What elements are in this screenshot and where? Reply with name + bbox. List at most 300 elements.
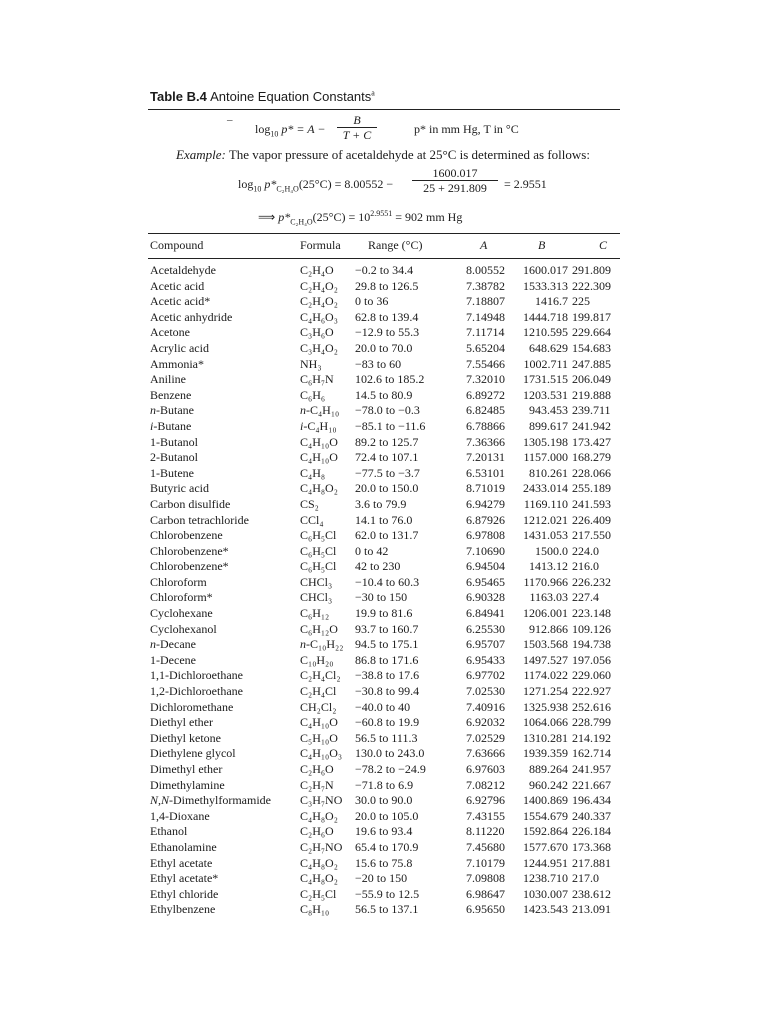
compound-cell: Acrylic acid bbox=[150, 340, 209, 355]
compound-cell: Dichloromethane bbox=[150, 699, 234, 714]
b-cell: 1731.515 bbox=[523, 372, 568, 387]
a-cell: 6.84941 bbox=[466, 606, 505, 621]
formula-cell: C₄H₈O₂ bbox=[300, 855, 338, 870]
range-cell: 0 to 42 bbox=[355, 543, 389, 558]
example-lhs: $\log_{10} p*_{C_2H_4O}(25^\circ C) = 8.00552$ − bbox=[238, 177, 394, 194]
table-name: Antoine Equation Constants bbox=[210, 89, 372, 104]
c-cell: 224.0 bbox=[572, 543, 599, 558]
range-cell: 19.9 to 81.6 bbox=[355, 606, 413, 621]
table-number: Table B.4 bbox=[150, 89, 207, 104]
formula-cell: C₄H₁₀O₃ bbox=[300, 746, 343, 761]
a-cell: 6.92032 bbox=[466, 715, 505, 730]
compound-cell: 1,4-Dioxane bbox=[150, 808, 210, 823]
table-row bbox=[0, 762, 768, 778]
compound-cell: Acetone bbox=[150, 325, 190, 340]
implies-arrow: ⟹ bbox=[258, 210, 276, 224]
compound-cell: Butyric acid bbox=[150, 481, 209, 496]
c-cell: 197.056 bbox=[572, 652, 611, 667]
c-cell: 194.738 bbox=[572, 637, 611, 652]
b-cell: 960.242 bbox=[529, 777, 568, 792]
a-cell: 6.94504 bbox=[466, 559, 505, 574]
a-cell: 7.11714 bbox=[466, 325, 505, 340]
compound-cell: Chloroform bbox=[150, 574, 207, 589]
b-cell: 1238.710 bbox=[523, 871, 568, 886]
range-cell: 86.8 to 171.6 bbox=[355, 652, 419, 667]
c-cell: 199.817 bbox=[572, 309, 611, 324]
title-footnote-mark: a bbox=[371, 88, 375, 98]
a-cell: 7.20131 bbox=[466, 450, 505, 465]
equation-fraction: $\frac{B}{T + C}$ bbox=[337, 113, 377, 143]
range-cell: 0 to 36 bbox=[355, 294, 389, 309]
table-row bbox=[0, 435, 768, 451]
table-row bbox=[0, 606, 768, 622]
b-cell: 1503.568 bbox=[523, 637, 568, 652]
b-cell: 1939.359 bbox=[523, 746, 568, 761]
table-row bbox=[0, 731, 768, 747]
table-row bbox=[0, 372, 768, 388]
table-row bbox=[0, 809, 768, 825]
b-cell: 810.261 bbox=[529, 465, 568, 480]
c-cell: 255.189 bbox=[572, 481, 611, 496]
table-row bbox=[0, 310, 768, 326]
table-title bbox=[150, 89, 375, 105]
range-cell: −60.8 to 19.9 bbox=[355, 715, 420, 730]
range-cell: 15.6 to 75.8 bbox=[355, 855, 413, 870]
formula-cell: C₄H₈O₂ bbox=[300, 808, 338, 823]
formula-cell: C₄H₈O₂ bbox=[300, 481, 338, 496]
a-cell: 6.95433 bbox=[466, 652, 505, 667]
formula-cell: CHCl₃ bbox=[300, 574, 333, 589]
table-row bbox=[0, 450, 768, 466]
compound-cell: Chlorobenzene* bbox=[150, 543, 229, 558]
c-cell: 225 bbox=[572, 294, 590, 309]
c-cell: 228.066 bbox=[572, 465, 611, 480]
compound-cell: n-Butane bbox=[150, 403, 194, 418]
a-cell: 7.40916 bbox=[466, 699, 505, 714]
compound-cell: Aniline bbox=[150, 372, 186, 387]
compound-cell: Ethylbenzene bbox=[150, 902, 216, 917]
b-cell: 1163.03 bbox=[529, 590, 568, 605]
range-cell: 29.8 to 126.5 bbox=[355, 278, 419, 293]
formula-cell: CHCl₃ bbox=[300, 590, 333, 605]
compound-cell: 1,1-Dichloroethane bbox=[150, 668, 243, 683]
b-cell: 1002.711 bbox=[523, 356, 568, 371]
formula-cell: C₆H₅Cl bbox=[300, 543, 337, 558]
a-cell: 6.92796 bbox=[466, 793, 505, 808]
b-cell: 1244.951 bbox=[523, 855, 568, 870]
a-cell: 7.02529 bbox=[466, 730, 505, 745]
table-row bbox=[0, 684, 768, 700]
c-cell: 240.337 bbox=[572, 808, 611, 823]
range-cell: −78.0 to −0.3 bbox=[355, 403, 420, 418]
range-cell: 20.0 to 70.0 bbox=[355, 340, 413, 355]
b-cell: 1212.021 bbox=[523, 512, 568, 527]
formula-cell: NH₃ bbox=[300, 356, 322, 371]
a-cell: 8.71019 bbox=[466, 481, 505, 496]
b-cell: 899.617 bbox=[529, 418, 568, 433]
compound-cell: Benzene bbox=[150, 387, 192, 402]
c-cell: 247.885 bbox=[572, 356, 611, 371]
range-cell: −12.9 to 55.3 bbox=[355, 325, 420, 340]
c-cell: 223.148 bbox=[572, 606, 611, 621]
header-top-rule bbox=[148, 233, 620, 234]
formula-cell: CH₂Cl₂ bbox=[300, 699, 337, 714]
c-cell: 222.927 bbox=[572, 684, 611, 699]
c-cell: 241.942 bbox=[572, 418, 611, 433]
c-cell: 219.888 bbox=[572, 387, 611, 402]
compound-cell: 1-Butene bbox=[150, 465, 194, 480]
range-cell: 65.4 to 170.9 bbox=[355, 839, 419, 854]
antoine-equation bbox=[255, 113, 655, 149]
c-cell: 214.192 bbox=[572, 730, 611, 745]
compound-cell: Dimethylamine bbox=[150, 777, 225, 792]
c-cell: 226.184 bbox=[572, 824, 611, 839]
formula-cell: C₄H₆O₃ bbox=[300, 309, 338, 324]
range-cell: 30.0 to 90.0 bbox=[355, 793, 413, 808]
table-row bbox=[0, 263, 768, 279]
range-cell: −0.2 to 34.4 bbox=[355, 263, 414, 277]
a-cell: 8.00552 bbox=[466, 263, 505, 277]
compound-cell: Acetaldehyde bbox=[150, 263, 216, 277]
b-cell: 1305.198 bbox=[523, 434, 568, 449]
a-cell: 7.02530 bbox=[466, 684, 505, 699]
table-row bbox=[0, 590, 768, 606]
example-intro: Example: The vapor pressure of acetaldehyde at 25°C is determined as follows: bbox=[176, 147, 590, 162]
formula-cell: C₂H₆O bbox=[300, 762, 334, 776]
formula-cell: n-C₄H₁₀ bbox=[300, 403, 340, 418]
formula-cell: i-C₄H₁₀ bbox=[300, 418, 337, 433]
b-cell: 943.453 bbox=[529, 403, 568, 418]
c-cell: 238.612 bbox=[572, 886, 611, 901]
table-row bbox=[0, 622, 768, 638]
formula-cell: C₆H₁₂ bbox=[300, 606, 330, 621]
table-row bbox=[0, 746, 768, 762]
c-cell: 226.232 bbox=[572, 574, 611, 589]
c-cell: 154.683 bbox=[572, 340, 611, 355]
range-cell: −20 to 150 bbox=[355, 871, 408, 886]
formula-cell: C₂H₄Cl bbox=[300, 684, 337, 699]
b-cell: 1325.938 bbox=[523, 699, 568, 714]
example-result: = 2.9551 bbox=[504, 177, 547, 191]
compound-cell: Diethylene glycol bbox=[150, 746, 236, 761]
b-cell: 1169.110 bbox=[523, 496, 568, 511]
table-row bbox=[0, 559, 768, 575]
table-row bbox=[0, 388, 768, 404]
formula-cell: C₄H₈O₂ bbox=[300, 871, 338, 886]
range-cell: 3.6 to 79.9 bbox=[355, 496, 407, 511]
b-cell: 1423.543 bbox=[523, 902, 568, 917]
compound-cell: 1-Decene bbox=[150, 652, 196, 667]
c-cell: 217.0 bbox=[572, 871, 599, 886]
b-cell: 1577.670 bbox=[523, 839, 568, 854]
a-cell: 7.32010 bbox=[466, 372, 505, 387]
compound-cell: Acetic anhydride bbox=[150, 309, 233, 324]
formula-cell: C₁₀H₂₀ bbox=[300, 652, 334, 667]
formula-cell: C₄H₁₀O bbox=[300, 715, 338, 730]
formula-cell: C₂H₄O₂ bbox=[300, 278, 338, 293]
c-cell: 173.368 bbox=[572, 839, 611, 854]
c-cell: 241.593 bbox=[572, 496, 611, 511]
range-cell: −83 to 60 bbox=[355, 356, 402, 371]
b-cell: 1497.527 bbox=[523, 652, 568, 667]
a-cell: 6.95465 bbox=[466, 574, 505, 589]
range-cell: 56.5 to 111.3 bbox=[355, 730, 418, 745]
compound-cell: Chlorobenzene* bbox=[150, 559, 229, 574]
table-row bbox=[0, 840, 768, 856]
range-cell: 93.7 to 160.7 bbox=[355, 621, 419, 636]
header-formula: Formula bbox=[300, 238, 341, 252]
stray-mark: – bbox=[227, 114, 233, 126]
b-cell: 1206.001 bbox=[523, 606, 568, 621]
header-range: Range (°C) bbox=[368, 238, 423, 252]
a-cell: 6.97702 bbox=[466, 668, 505, 683]
table-row bbox=[0, 325, 768, 341]
header-a: A bbox=[480, 238, 488, 252]
c-cell: 213.091 bbox=[572, 902, 611, 917]
compound-cell: N,N-Dimethylformamide bbox=[150, 793, 271, 808]
c-cell: 196.434 bbox=[572, 793, 611, 808]
range-cell: 72.4 to 107.1 bbox=[355, 450, 419, 465]
c-cell: 168.279 bbox=[572, 450, 611, 465]
b-cell: 1533.313 bbox=[523, 278, 568, 293]
formula-cell: C₆H₅Cl bbox=[300, 559, 337, 574]
a-cell: 7.63666 bbox=[466, 746, 505, 761]
formula-cell: C₂H₅Cl bbox=[300, 886, 337, 901]
formula-cell: C₅H₁₀O bbox=[300, 730, 338, 745]
c-cell: 252.616 bbox=[572, 699, 611, 714]
b-cell: 1431.053 bbox=[523, 528, 568, 543]
compound-cell: 2-Butanol bbox=[150, 450, 198, 465]
formula-cell: C₆H₅Cl bbox=[300, 528, 337, 543]
formula-cell: C₃H₆O bbox=[300, 325, 334, 340]
table-row bbox=[0, 824, 768, 840]
a-cell: 6.97603 bbox=[466, 762, 505, 776]
table-row bbox=[0, 481, 768, 497]
b-cell: 1174.022 bbox=[523, 668, 568, 683]
header-b: B bbox=[538, 238, 546, 252]
a-cell: 7.43155 bbox=[466, 808, 505, 823]
b-cell: 1592.864 bbox=[523, 824, 568, 839]
b-cell: 1554.679 bbox=[523, 808, 568, 823]
b-cell: 1271.254 bbox=[523, 684, 568, 699]
formula-cell: C₄H₁₀O bbox=[300, 450, 338, 465]
formula-cell: C₃H₇NO bbox=[300, 793, 343, 808]
table-row bbox=[0, 856, 768, 872]
formula-cell: C₄H₈ bbox=[300, 465, 326, 480]
b-cell: 889.264 bbox=[529, 762, 568, 776]
c-cell: 229.664 bbox=[572, 325, 611, 340]
c-cell: 226.409 bbox=[572, 512, 611, 527]
range-cell: −40.0 to 40 bbox=[355, 699, 411, 714]
a-cell: 6.95707 bbox=[466, 637, 505, 652]
c-cell: 162.714 bbox=[572, 746, 611, 761]
a-cell: 7.18807 bbox=[466, 294, 505, 309]
range-cell: 62.0 to 131.7 bbox=[355, 528, 419, 543]
compound-cell: Chlorobenzene bbox=[150, 528, 223, 543]
a-cell: 7.10179 bbox=[466, 855, 505, 870]
range-cell: 14.1 to 76.0 bbox=[355, 512, 413, 527]
c-cell: 206.049 bbox=[572, 372, 611, 387]
b-cell: 1210.595 bbox=[523, 325, 568, 340]
formula-cell: C₂H₄O bbox=[300, 263, 334, 277]
b-cell: 648.629 bbox=[529, 340, 568, 355]
compound-cell: Ethyl chloride bbox=[150, 886, 219, 901]
c-cell: 217.550 bbox=[572, 528, 611, 543]
c-cell: 229.060 bbox=[572, 668, 611, 683]
compound-cell: Acetic acid* bbox=[150, 294, 211, 309]
range-cell: 102.6 to 185.2 bbox=[355, 372, 425, 387]
b-cell: 1500.0 bbox=[535, 543, 568, 558]
table-row bbox=[0, 279, 768, 295]
a-cell: 6.90328 bbox=[466, 590, 505, 605]
table-row bbox=[0, 637, 768, 653]
c-cell: 228.799 bbox=[572, 715, 611, 730]
table-row bbox=[0, 513, 768, 529]
range-cell: −30.8 to 99.4 bbox=[355, 684, 420, 699]
range-cell: 62.8 to 139.4 bbox=[355, 309, 419, 324]
a-cell: 6.94279 bbox=[466, 496, 505, 511]
a-cell: 6.53101 bbox=[466, 465, 505, 480]
formula-cell: C₄H₁₀O bbox=[300, 434, 338, 449]
range-cell: −30 to 150 bbox=[355, 590, 408, 605]
range-cell: −78.2 to −24.9 bbox=[355, 762, 426, 776]
b-cell: 1600.017 bbox=[523, 263, 568, 277]
c-cell: 217.881 bbox=[572, 855, 611, 870]
range-cell: 130.0 to 243.0 bbox=[355, 746, 425, 761]
a-cell: 6.89272 bbox=[466, 387, 505, 402]
table-row bbox=[0, 466, 768, 482]
c-cell: 109.126 bbox=[572, 621, 611, 636]
table-row bbox=[0, 653, 768, 669]
table-row bbox=[0, 419, 768, 435]
c-cell: 216.0 bbox=[572, 559, 599, 574]
a-cell: 7.38782 bbox=[466, 278, 505, 293]
a-cell: 5.65204 bbox=[466, 340, 505, 355]
range-cell: −10.4 to 60.3 bbox=[355, 574, 420, 589]
b-cell: 1416.7 bbox=[535, 294, 568, 309]
table-row bbox=[0, 668, 768, 684]
a-cell: 6.78866 bbox=[466, 418, 505, 433]
c-cell: 227.4 bbox=[572, 590, 599, 605]
c-cell: 221.667 bbox=[572, 777, 611, 792]
range-cell: −38.8 to 17.6 bbox=[355, 668, 420, 683]
compound-cell: Ethyl acetate bbox=[150, 855, 213, 870]
formula-cell: C₂H₇NO bbox=[300, 839, 343, 854]
a-cell: 7.36366 bbox=[466, 434, 505, 449]
equation-lhs: $\log_{10} p* = A$ − bbox=[255, 122, 326, 139]
table-row bbox=[0, 887, 768, 903]
table-row bbox=[0, 528, 768, 544]
a-cell: 7.10690 bbox=[466, 543, 505, 558]
table-row bbox=[0, 341, 768, 357]
equation-units: p* in mm Hg, T in °C bbox=[414, 122, 519, 136]
compound-cell: Diethyl ketone bbox=[150, 730, 221, 745]
formula-cell: C₃H₄O₂ bbox=[300, 340, 338, 355]
b-cell: 1400.869 bbox=[523, 793, 568, 808]
compound-cell: n-Decane bbox=[150, 637, 196, 652]
a-cell: 7.55466 bbox=[466, 356, 505, 371]
compound-cell: Chloroform* bbox=[150, 590, 213, 605]
compound-cell: Diethyl ether bbox=[150, 715, 213, 730]
compound-cell: Cyclohexanol bbox=[150, 621, 217, 636]
a-cell: 6.98647 bbox=[466, 886, 505, 901]
c-cell: 241.957 bbox=[572, 762, 611, 776]
a-cell: 7.14948 bbox=[466, 309, 505, 324]
formula-cell: CS₂ bbox=[300, 496, 319, 511]
compound-cell: Ethanolamine bbox=[150, 839, 217, 854]
formula-cell: C₂H₄O₂ bbox=[300, 294, 338, 309]
table-row bbox=[0, 294, 768, 310]
range-cell: 42 to 230 bbox=[355, 559, 401, 574]
a-cell: 7.08212 bbox=[466, 777, 505, 792]
b-cell: 1030.007 bbox=[523, 886, 568, 901]
a-cell: 7.09808 bbox=[466, 871, 505, 886]
b-cell: 2433.014 bbox=[523, 481, 568, 496]
compound-cell: Ethanol bbox=[150, 824, 188, 839]
a-cell: 6.95650 bbox=[466, 902, 505, 917]
compound-cell: Acetic acid bbox=[150, 278, 205, 293]
c-cell: 222.309 bbox=[572, 278, 611, 293]
a-cell: 6.97808 bbox=[466, 528, 505, 543]
range-cell: 14.5 to 80.9 bbox=[355, 387, 413, 402]
table-row bbox=[0, 715, 768, 731]
compound-cell: Cyclohexane bbox=[150, 606, 213, 621]
range-cell: −77.5 to −3.7 bbox=[355, 465, 420, 480]
compound-cell: i-Butane bbox=[150, 418, 192, 433]
formula-cell: n-C₁₀H₂₂ bbox=[300, 637, 344, 652]
a-cell: 7.45680 bbox=[466, 839, 505, 854]
a-cell: 6.25530 bbox=[466, 621, 505, 636]
b-cell: 1413.12 bbox=[529, 559, 568, 574]
compound-cell: Carbon disulfide bbox=[150, 496, 231, 511]
c-cell: 239.711 bbox=[572, 403, 611, 418]
a-cell: 6.87926 bbox=[466, 512, 505, 527]
table-row bbox=[0, 544, 768, 560]
compound-cell: 1,2-Dichloroethane bbox=[150, 684, 243, 699]
range-cell: 94.5 to 175.1 bbox=[355, 637, 419, 652]
formula-cell: CCl₄ bbox=[300, 512, 324, 527]
table-row bbox=[0, 902, 768, 918]
compound-cell: Ammonia* bbox=[150, 356, 204, 371]
header-bottom-rule bbox=[148, 258, 620, 259]
compound-cell: Dimethyl ether bbox=[150, 762, 223, 776]
formula-cell: C₂H₆O bbox=[300, 824, 334, 839]
formula-cell: C₆H₁₂O bbox=[300, 621, 338, 636]
header-c: C bbox=[599, 238, 608, 252]
b-cell: 912.866 bbox=[529, 621, 568, 636]
table-row bbox=[0, 700, 768, 716]
range-cell: 56.5 to 137.1 bbox=[355, 902, 419, 917]
table-row bbox=[0, 403, 768, 419]
table-row bbox=[0, 497, 768, 513]
table-row bbox=[0, 793, 768, 809]
b-cell: 1203.531 bbox=[523, 387, 568, 402]
header-compound: Compound bbox=[150, 238, 204, 252]
b-cell: 1444.718 bbox=[523, 309, 568, 324]
range-cell: −55.9 to 12.5 bbox=[355, 886, 420, 901]
formula-cell: C₂H₇N bbox=[300, 777, 334, 792]
range-cell: −85.1 to −11.6 bbox=[355, 418, 426, 433]
range-cell: 19.6 to 93.4 bbox=[355, 824, 413, 839]
b-cell: 1310.281 bbox=[523, 730, 568, 745]
a-cell: 6.82485 bbox=[466, 403, 505, 418]
compound-cell: Carbon tetrachloride bbox=[150, 512, 249, 527]
table-body bbox=[0, 263, 768, 918]
compound-cell: Ethyl acetate* bbox=[150, 871, 219, 886]
b-cell: 1170.966 bbox=[523, 574, 568, 589]
top-rule bbox=[148, 109, 620, 110]
table-row bbox=[0, 778, 768, 794]
